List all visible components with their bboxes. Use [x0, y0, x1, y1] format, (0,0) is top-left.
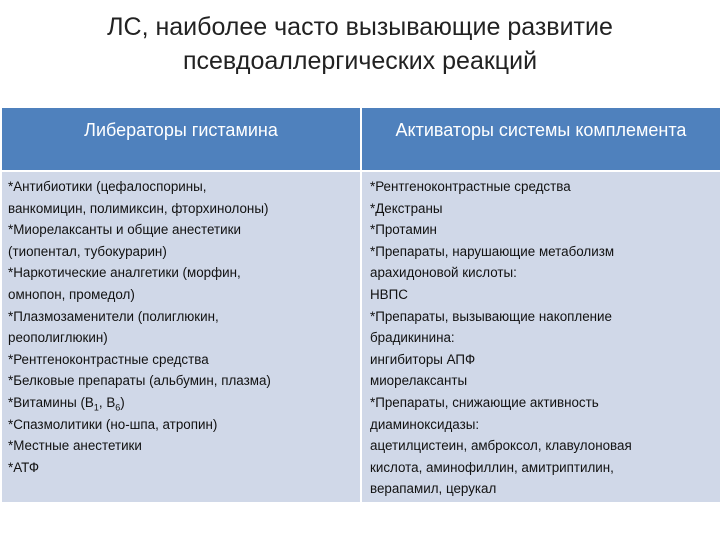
list-item: ванкомицин, полимиксин, фторхинолоны)	[8, 200, 269, 216]
list-item: НВПС	[370, 286, 408, 302]
list-item: *Препараты, снижающие активность	[370, 394, 599, 410]
list-item: ацетилцистеин, амброксол, клавулоновая	[370, 438, 632, 454]
list-item-vitamins	[8, 392, 356, 414]
list-item: *Местные анестетики	[8, 438, 142, 454]
list-item: *Рентгеноконтрастные средства	[370, 179, 571, 194]
title-line-1: ЛС, наиболее часто вызывающие развитие	[107, 13, 613, 41]
vitamins-prefix: *Витамины (B	[8, 394, 94, 410]
list-item: (тиопентал, тубокурарин)	[8, 243, 167, 259]
list-item: *Спазмолитики (но-шпа, атропин)	[8, 416, 218, 432]
list-item: верапамил, церукал	[370, 481, 497, 497]
list-item: реополиглюкин)	[8, 330, 108, 346]
header-histamine-liberators: Либераторы гистамина	[2, 108, 360, 170]
cell-complement-activators	[360, 170, 720, 502]
list-item: арахидоновой кислоты:	[370, 265, 517, 281]
list-item: *АТФ	[8, 459, 40, 475]
vitamins-sub-6: 6	[115, 402, 121, 413]
list-item: *Наркотические аналгетики (морфин,	[8, 265, 241, 281]
list-item: диаминоксидазы:	[370, 416, 480, 432]
list-item: *Миорелаксанты и общие анестетики	[8, 222, 241, 238]
list-item: брадикинина:	[370, 330, 455, 346]
comparison-table	[2, 108, 720, 502]
list-item: кислота, аминофиллин, амитриптилин,	[370, 459, 614, 475]
slide-title	[0, 10, 720, 78]
list-item: *Антибиотики (цефалоспорины,	[8, 179, 207, 194]
list-item: ингибиторы АПФ	[370, 351, 476, 367]
list-item: *Препараты, нарушающие метаболизм	[370, 243, 615, 259]
list-item: *Препараты, вызывающие накопление	[370, 308, 612, 324]
list-item: *Белковые препараты (альбумин, плазма)	[8, 373, 271, 389]
header-complement-activators: Активаторы системы комплемента	[360, 108, 720, 170]
list-item: омнопон, промедол)	[8, 286, 135, 302]
cell-histamine-liberators	[2, 170, 360, 502]
list-item: *Плазмозаменители (полиглюкин,	[8, 308, 219, 324]
list-item: *Рентгеноконтрастные средства	[8, 351, 209, 367]
title-line-2: псевдоаллергических реакций	[182, 47, 538, 75]
vitamins-mid: , B	[98, 394, 116, 410]
list-item: *Декстраны	[370, 200, 443, 216]
list-item: миорелаксанты	[370, 373, 468, 389]
vitamins-sub-1: 1	[93, 402, 99, 413]
vitamins-suffix: )	[120, 394, 125, 410]
list-item: *Протамин	[370, 222, 437, 238]
